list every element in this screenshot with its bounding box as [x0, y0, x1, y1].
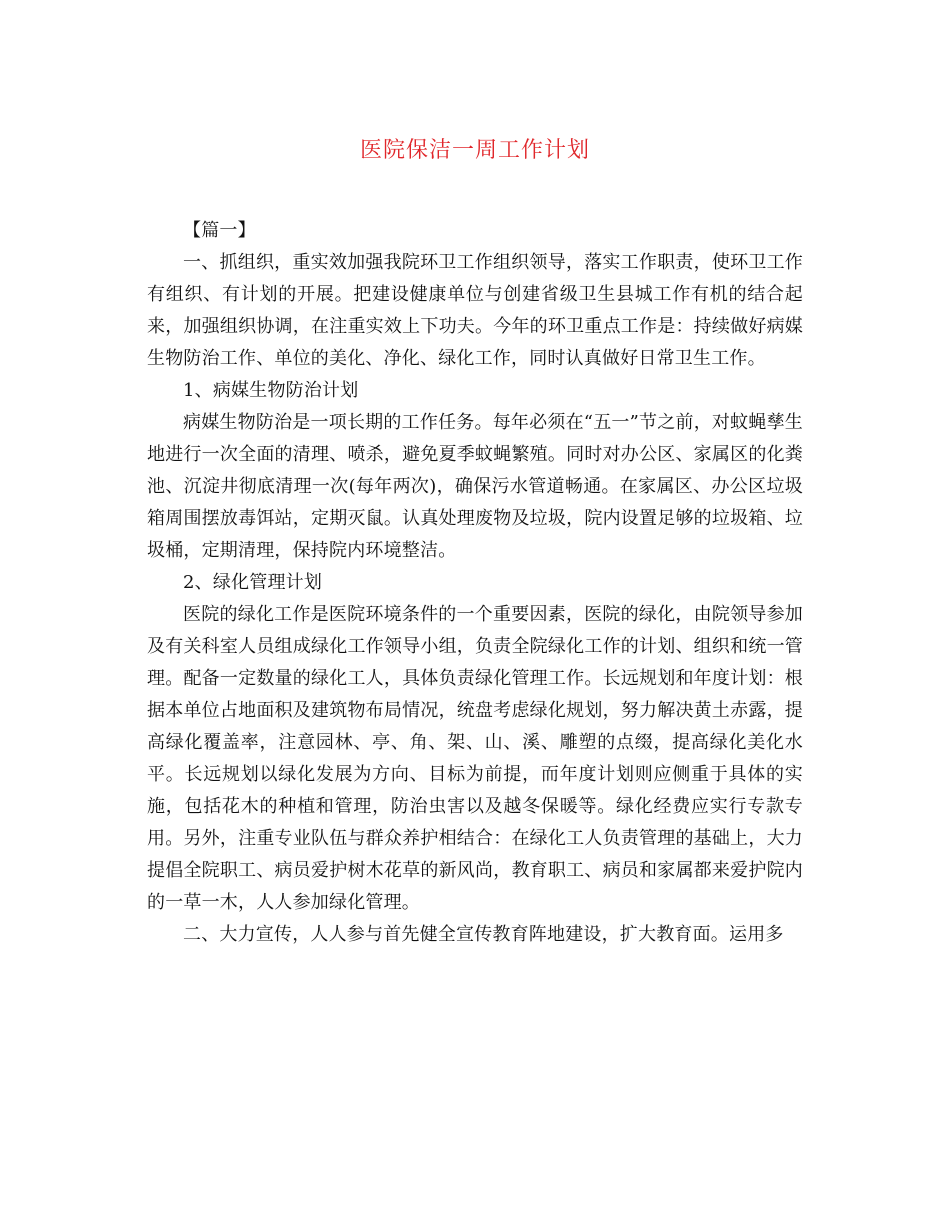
- document-title: 医院保洁一周工作计划: [359, 138, 590, 163]
- section-label: 【篇一】: [183, 220, 256, 241]
- subheading-greening: 2、绿化管理计划: [183, 572, 323, 593]
- paragraph-greening: 医院的绿化工作是医院环境条件的一个重要因素，医院的绿化，由院领导参加及有关科室人员组成绿化工作领导小组，负责全院绿化工作的计划、组织和统一管理。配备一定数量的绿化工人，具体负责绿化管理工作。长远规划和年度计划：根据本单位占地面积及建筑物布局情况，统盘考虑绿化规划，努力解决黄土赤露，提高绿化覆盖率，注意园林、亭、角、架、山、溪、雕塑的点缀，提高绿化美化水平。长远规划以绿化发展为方向、目标为前提，而年度计划则应侧重于具体的实施，包括花木的种植和管理，防治虫害以及越冬保暖等。绿化经费应实行专款专用。另外，注重专业队伍与群众养护相结合：在绿化工人负责管理的基础上，大力提倡全院职工、病员爱护树木花草的新风尚，教育职工、病员和家属都来爱护院内的一草一木，人人参加绿化管理。: [147, 604, 803, 913]
- subheading-vector-control: 1、病媒生物防治计划: [183, 380, 359, 401]
- paragraph-organization: 一、抓组织，重实效加强我院环卫工作组织领导，落实工作职责，使环卫工作有组织、有计划的开展。把建设健康单位与创建省级卫生县城工作有机的结合起来，加强组织协调，在注重实效上下功夫。今年的环卫重点工作是：持续做好病媒生物防治工作、单位的美化、净化、绿化工作，同时认真做好日常卫生工作。: [147, 252, 803, 369]
- paragraph-publicity: 二、大力宣传，人人参与首先健全宣传教育阵地建设，扩大教育面。运用多: [183, 924, 784, 945]
- paragraph-vector-control: 病媒生物防治是一项长期的工作任务。每年必须在“五一”节之前，对蚊蝇孳生地进行一次全面的清理、喷杀，避免夏季蚊蝇繁殖。同时对办公区、家属区的化粪池、沉淀井彻底清理一次(每年两次)，确保污水管道畅通。在家属区、办公区垃圾箱周围摆放毒饵站，定期灭鼠。认真处理废物及垃圾，院内设置足够的垃圾箱、垃圾桶，定期清理，保持院内环境整洁。: [147, 412, 803, 561]
- document-body: [147, 215, 803, 951]
